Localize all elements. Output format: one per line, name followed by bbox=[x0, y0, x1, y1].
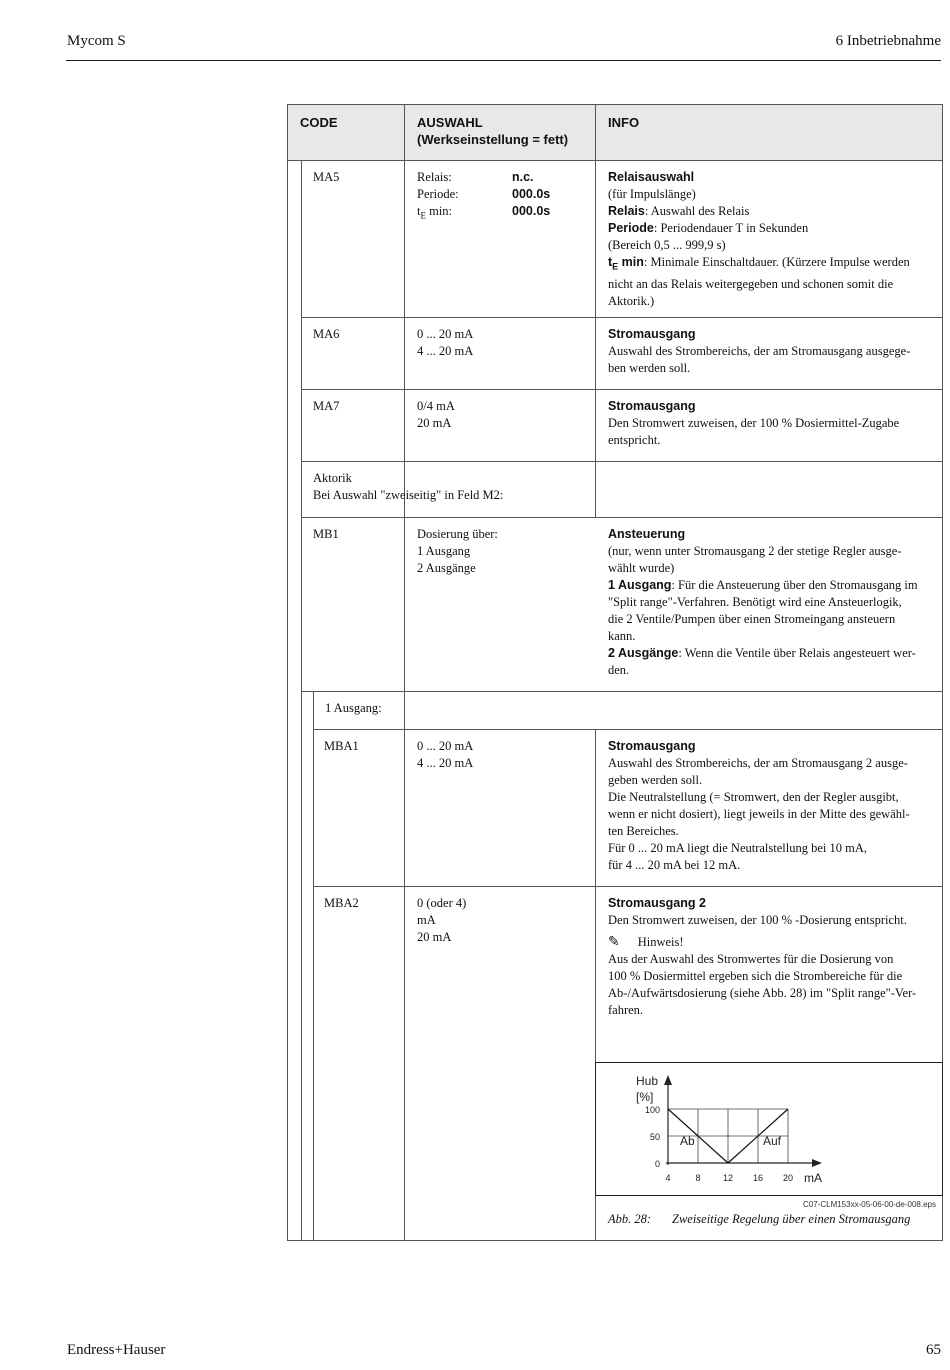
selection-option: 0/4 mA bbox=[417, 399, 455, 413]
col-divider bbox=[595, 105, 596, 517]
x-tick-label: 20 bbox=[782, 1173, 794, 1183]
info-ma6 bbox=[608, 326, 938, 377]
info-line: (nur, wenn unter Stromausgang 2 der stetige Regler ausge- bbox=[608, 544, 902, 558]
code-ma6: MA6 bbox=[313, 327, 340, 341]
info-title: Ansteuerung bbox=[608, 527, 686, 541]
info-ma7 bbox=[608, 398, 938, 449]
info-line: wenn er nicht dosiert), liegt jeweils in der Mitte des gewähl- bbox=[608, 807, 910, 821]
code-mba1: MBA1 bbox=[324, 739, 359, 753]
info-line: "Split range"-Verfahren. Benötigt wird eine Ansteuerlogik, bbox=[608, 595, 902, 609]
row-divider bbox=[301, 389, 942, 390]
row-divider bbox=[301, 461, 942, 462]
code-mb1: MB1 bbox=[313, 527, 339, 541]
row-divider bbox=[301, 691, 942, 692]
section-title: Aktorik bbox=[313, 471, 352, 485]
selection-option: 2 Ausgänge bbox=[417, 561, 476, 575]
selection-ma5 bbox=[417, 169, 592, 225]
info-line: $t_E$ min: Minimale Einschaltdauer. (Kürzere Impulse werden bbox=[608, 255, 910, 272]
x-tick-label: 8 bbox=[695, 1173, 701, 1183]
code-ma5: MA5 bbox=[313, 170, 340, 184]
selection-option: 20 mA bbox=[417, 930, 452, 944]
selection-option: mA bbox=[417, 913, 436, 927]
selection-ma7 bbox=[417, 398, 455, 432]
selection-option: 4 ... 20 mA bbox=[417, 344, 474, 358]
relais-row bbox=[417, 169, 592, 186]
header-rule bbox=[66, 60, 941, 61]
periode-value: 000.0s bbox=[512, 187, 551, 201]
info-line: kann. bbox=[608, 629, 636, 643]
selection-option: 0 (oder 4) bbox=[417, 896, 467, 910]
info-title: Stromausgang 2 bbox=[608, 896, 706, 910]
x-axis-label: mA bbox=[804, 1171, 822, 1185]
x-tick-label: 16 bbox=[752, 1173, 764, 1183]
page-header-right: 6 Inbetriebnahme bbox=[835, 33, 941, 49]
section-subtitle: Bei Auswahl "zweiseitig" in Feld M2: bbox=[313, 488, 504, 502]
note-line: 100 % Dosiermittel ergeben sich die Strombereiche für die bbox=[608, 969, 903, 983]
indent-line bbox=[313, 691, 314, 1240]
info-mba1 bbox=[608, 738, 938, 874]
info-line: Den Stromwert zuweisen, der 100 % Dosiermittel-Zugabe bbox=[608, 416, 900, 430]
series-label: Ab bbox=[680, 1134, 695, 1148]
y-axis-label: Hub bbox=[636, 1074, 659, 1088]
x-tick-label: 12 bbox=[722, 1173, 734, 1183]
info-line: die 2 Ventile/Pumpen über einen Stromeingang ansteuern bbox=[608, 612, 896, 626]
info-line: Die Neutralstellung (= Stromwert, den der Regler ausgibt, bbox=[608, 790, 899, 804]
info-line: Auswahl des Strombereichs, der am Stromausgang 2 ausge- bbox=[608, 756, 908, 770]
selection-option: 0 ... 20 mA bbox=[417, 327, 474, 341]
info-line: Relais: Auswahl des Relais bbox=[608, 204, 750, 218]
row-divider bbox=[301, 517, 942, 518]
selection-option: 0 ... 20 mA bbox=[417, 739, 474, 753]
info-line: Aktorik.) bbox=[608, 293, 655, 308]
page-number: 65 bbox=[926, 1342, 941, 1358]
info-line: für 4 ... 20 mA bei 12 mA. bbox=[608, 858, 741, 872]
y-tick-label: 50 bbox=[649, 1132, 660, 1142]
y-tick-label: 0 bbox=[654, 1159, 660, 1169]
relais-key: Relais: bbox=[417, 170, 452, 184]
selection-option: Dosierung über: bbox=[417, 527, 498, 541]
note-line: fahren. bbox=[608, 1003, 644, 1017]
row-divider bbox=[313, 729, 942, 730]
info-line: wählt wurde) bbox=[608, 561, 675, 575]
info-line: (für Impulslänge) bbox=[608, 187, 696, 201]
info-line: Periode: Periodendauer T in Sekunden bbox=[608, 221, 809, 235]
y-axis-label: [%] bbox=[636, 1090, 654, 1104]
note-line: Ab-/Aufwärtsdosierung (siehe Abb. 28) im "Split range"-Ver- bbox=[608, 986, 917, 1000]
relais-value: n.c. bbox=[512, 170, 534, 184]
parameter-table bbox=[287, 104, 943, 1241]
info-line: ten Bereiches. bbox=[608, 824, 679, 838]
figure-file-id: C07-CLM153xx-05-06-00-de-008.eps bbox=[803, 1200, 936, 1209]
header-auswahl-subtitle: (Werkseinstellung = fett) bbox=[417, 132, 569, 147]
info-line: Für 0 ... 20 mA liegt die Neutralstellung bei 10 mA, bbox=[608, 841, 867, 855]
x-tick-label: 4 bbox=[665, 1173, 671, 1183]
selection-mba2 bbox=[417, 895, 466, 946]
y-tick-label: 100 bbox=[644, 1105, 660, 1115]
selection-option: 20 mA bbox=[417, 416, 452, 430]
info-line: Auswahl des Strombereichs, der am Stromausgang ausgege- bbox=[608, 344, 911, 358]
info-mb1 bbox=[608, 526, 938, 679]
te-min-row bbox=[417, 203, 592, 225]
indent-line bbox=[301, 161, 302, 1240]
info-ma5 bbox=[608, 169, 938, 310]
periode-row bbox=[417, 186, 592, 203]
figure-caption bbox=[608, 1211, 910, 1228]
one-output-section: 1 Ausgang: bbox=[325, 701, 382, 715]
info-line: entspricht. bbox=[608, 433, 661, 447]
selection-mb1 bbox=[417, 526, 498, 577]
selection-option: 1 Ausgang bbox=[417, 544, 471, 558]
header-auswahl bbox=[417, 114, 568, 148]
pencil-icon: ✎ bbox=[608, 935, 620, 950]
info-line: geben werden soll. bbox=[608, 773, 703, 787]
info-mba2 bbox=[608, 895, 938, 1019]
code-mba2: MBA2 bbox=[324, 896, 359, 910]
info-line: den. bbox=[608, 663, 630, 677]
caption-text: Zweiseitige Regelung über einen Stromausgang bbox=[672, 1212, 911, 1226]
info-title: Stromausgang bbox=[608, 399, 696, 413]
split-range-chart bbox=[595, 1062, 943, 1196]
code-ma7: MA7 bbox=[313, 399, 340, 413]
aktorik-section bbox=[313, 470, 503, 504]
caption-number: Abb. 28: bbox=[608, 1212, 652, 1226]
info-line: 2 Ausgänge: Wenn die Ventile über Relais angesteuert wer- bbox=[608, 646, 916, 660]
periode-key: Periode: bbox=[417, 187, 459, 201]
info-line: (Bereich 0,5 ... 999,9 s) bbox=[608, 238, 726, 252]
selection-option: 4 ... 20 mA bbox=[417, 756, 474, 770]
note-line: Aus der Auswahl des Stromwertes für die Dosierung von bbox=[608, 952, 894, 966]
series-label: Auf bbox=[763, 1134, 782, 1148]
info-line: ben werden soll. bbox=[608, 361, 691, 375]
header-auswahl-title: AUSWAHL bbox=[417, 115, 483, 130]
page-footer-left: Endress+Hauser bbox=[67, 1342, 166, 1358]
info-line: 1 Ausgang: Für die Ansteuerung über den Stromausgang im bbox=[608, 578, 918, 592]
info-title: Relaisauswahl bbox=[608, 170, 695, 184]
info-title: Stromausgang bbox=[608, 739, 696, 753]
info-line: nicht an das Relais weitergegeben und schonen somit die bbox=[608, 276, 894, 291]
info-title: Stromausgang bbox=[608, 327, 696, 341]
header-code: CODE bbox=[300, 115, 338, 130]
y-axis-arrow bbox=[664, 1075, 672, 1085]
note-heading: ✎ Hinweis! bbox=[608, 935, 684, 950]
te-min-key: $t_E$ min: bbox=[417, 204, 453, 221]
row-divider bbox=[313, 886, 942, 887]
x-axis-arrow bbox=[812, 1159, 822, 1167]
col-divider bbox=[404, 105, 405, 1240]
header-info: INFO bbox=[608, 115, 640, 130]
selection-mba1 bbox=[417, 738, 473, 772]
info-line: Den Stromwert zuweisen, der 100 % -Dosierung entspricht. bbox=[608, 913, 907, 927]
page-header-left: Mycom S bbox=[67, 33, 126, 49]
te-min-value: 000.0s bbox=[512, 204, 551, 218]
chart-svg bbox=[596, 1063, 942, 1195]
selection-ma6 bbox=[417, 326, 473, 360]
row-divider bbox=[301, 317, 942, 318]
